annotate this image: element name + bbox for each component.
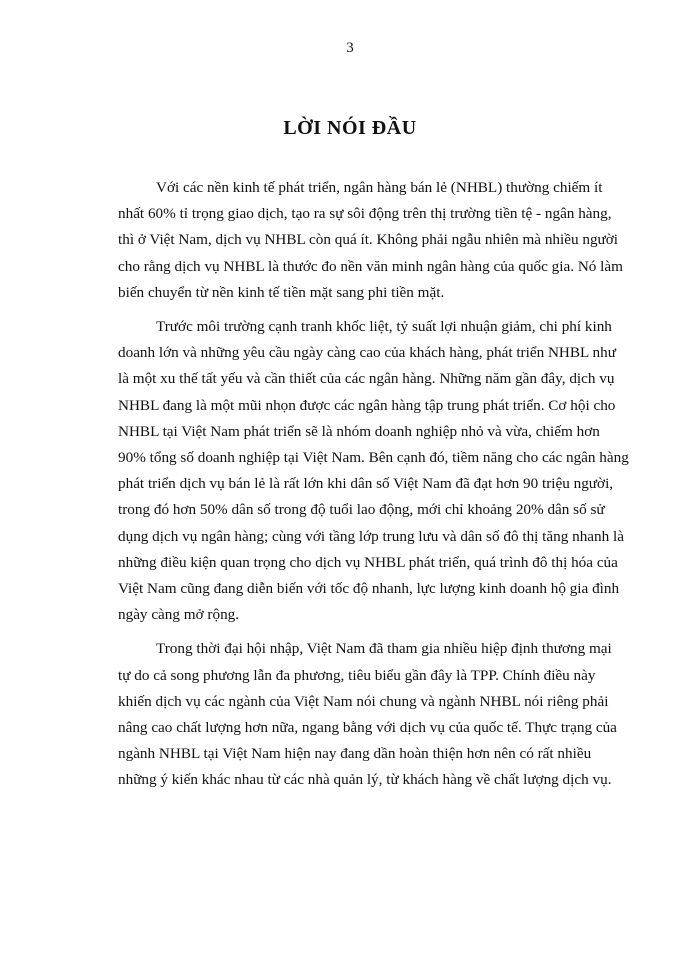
paragraph-line: nhất 60% tỉ trọng giao dịch, tạo ra sự sôi động trên thị trường tiền tệ - ngân hàng, bbox=[118, 205, 612, 223]
paragraph-line: cho rằng dịch vụ NHBL là thước đo nền văn minh ngân hàng của quốc gia. Nó làm bbox=[118, 257, 623, 275]
paragraph-3 bbox=[118, 636, 618, 793]
paragraph-line: 90% tổng số doanh nghiệp tại Việt Nam. Bên cạnh đó, tiềm năng cho các ngân hàng bbox=[118, 449, 629, 467]
paragraph-line: thì ở Việt Nam, dịch vụ NHBL còn quá ít. Không phải ngẫu nhiên mà nhiều người bbox=[118, 231, 619, 249]
paragraph-line: những ý kiến khác nhau từ các nhà quản lý, từ khách hàng về chất lượng dịch vụ. bbox=[118, 771, 612, 789]
page-number: 3 bbox=[346, 40, 354, 56]
paragraph-line: là một xu thế tất yếu và cần thiết của các ngân hàng. Những năm gần đây, dịch vụ bbox=[118, 370, 615, 388]
paragraph-line: biến chuyển từ nền kinh tế tiền mặt sang phi tiền mặt. bbox=[118, 283, 445, 301]
body-text bbox=[118, 175, 629, 802]
paragraph-2 bbox=[118, 314, 629, 628]
paragraph-line: khiến dịch vụ các ngành của Việt Nam nói chung và ngành NHBL nói riêng phải bbox=[118, 692, 609, 710]
paragraph-line: tự do cả song phương lẫn đa phương, tiêu biểu gần đây là TPP. Chính điều này bbox=[118, 666, 596, 684]
paragraph-line: Trong thời đại hội nhập, Việt Nam đã tham gia nhiều hiệp định thương mại bbox=[156, 640, 612, 658]
paragraph-line: Trước môi trường cạnh tranh khốc liệt, tỷ suất lợi nhuận giảm, chi phí kinh bbox=[156, 318, 612, 336]
paragraph-line: nâng cao chất lượng hơn nữa, ngang bằng với dịch vụ của quốc tế. Thực trạng của bbox=[118, 719, 617, 737]
page-title: LỜI NÓI ĐẦU bbox=[283, 117, 417, 139]
paragraph-line: ngành NHBL tại Việt Nam hiện nay đang dần hoàn thiện hơn nên có rất nhiều bbox=[118, 745, 592, 763]
paragraph-line: Việt Nam cũng đang diễn biến với tốc độ nhanh, lực lượng kinh doanh hộ gia đình bbox=[118, 580, 620, 598]
paragraph-line: NHBL đang là một mũi nhọn được các ngân hàng tập trung phát triển. Cơ hội cho bbox=[118, 396, 616, 414]
paragraph-line: NHBL tại Việt Nam phát triển sẽ là nhóm doanh nghiệp nhỏ và vừa, chiếm hơn bbox=[118, 422, 600, 440]
paragraph-1 bbox=[118, 175, 623, 306]
paragraph-line: phát triển dịch vụ bán lẻ là rất lớn khi dân số Việt Nam đã đạt hơn 90 triệu người, bbox=[118, 475, 614, 493]
paragraph-line: những điều kiện quan trọng cho dịch vụ NHBL phát triển, quá trình đô thị hóa của bbox=[118, 553, 618, 571]
paragraph-line: dụng dịch vụ ngân hàng; cùng với tầng lớp trung lưu và dân số đô thị tăng nhanh là bbox=[118, 527, 624, 545]
paragraph-line: doanh lớn và những yêu cầu ngày càng cao của khách hàng, phát triển NHBL như bbox=[118, 344, 616, 362]
paragraph-line: Với các nền kinh tế phát triển, ngân hàng bán lẻ (NHBL) thường chiếm ít bbox=[156, 179, 603, 196]
paragraph-line: trong đó hơn 50% dân số trong độ tuổi lao động, mới chỉ khoảng 20% dân số sử bbox=[118, 501, 605, 519]
paragraph-line: ngày càng mở rộng. bbox=[118, 606, 240, 624]
